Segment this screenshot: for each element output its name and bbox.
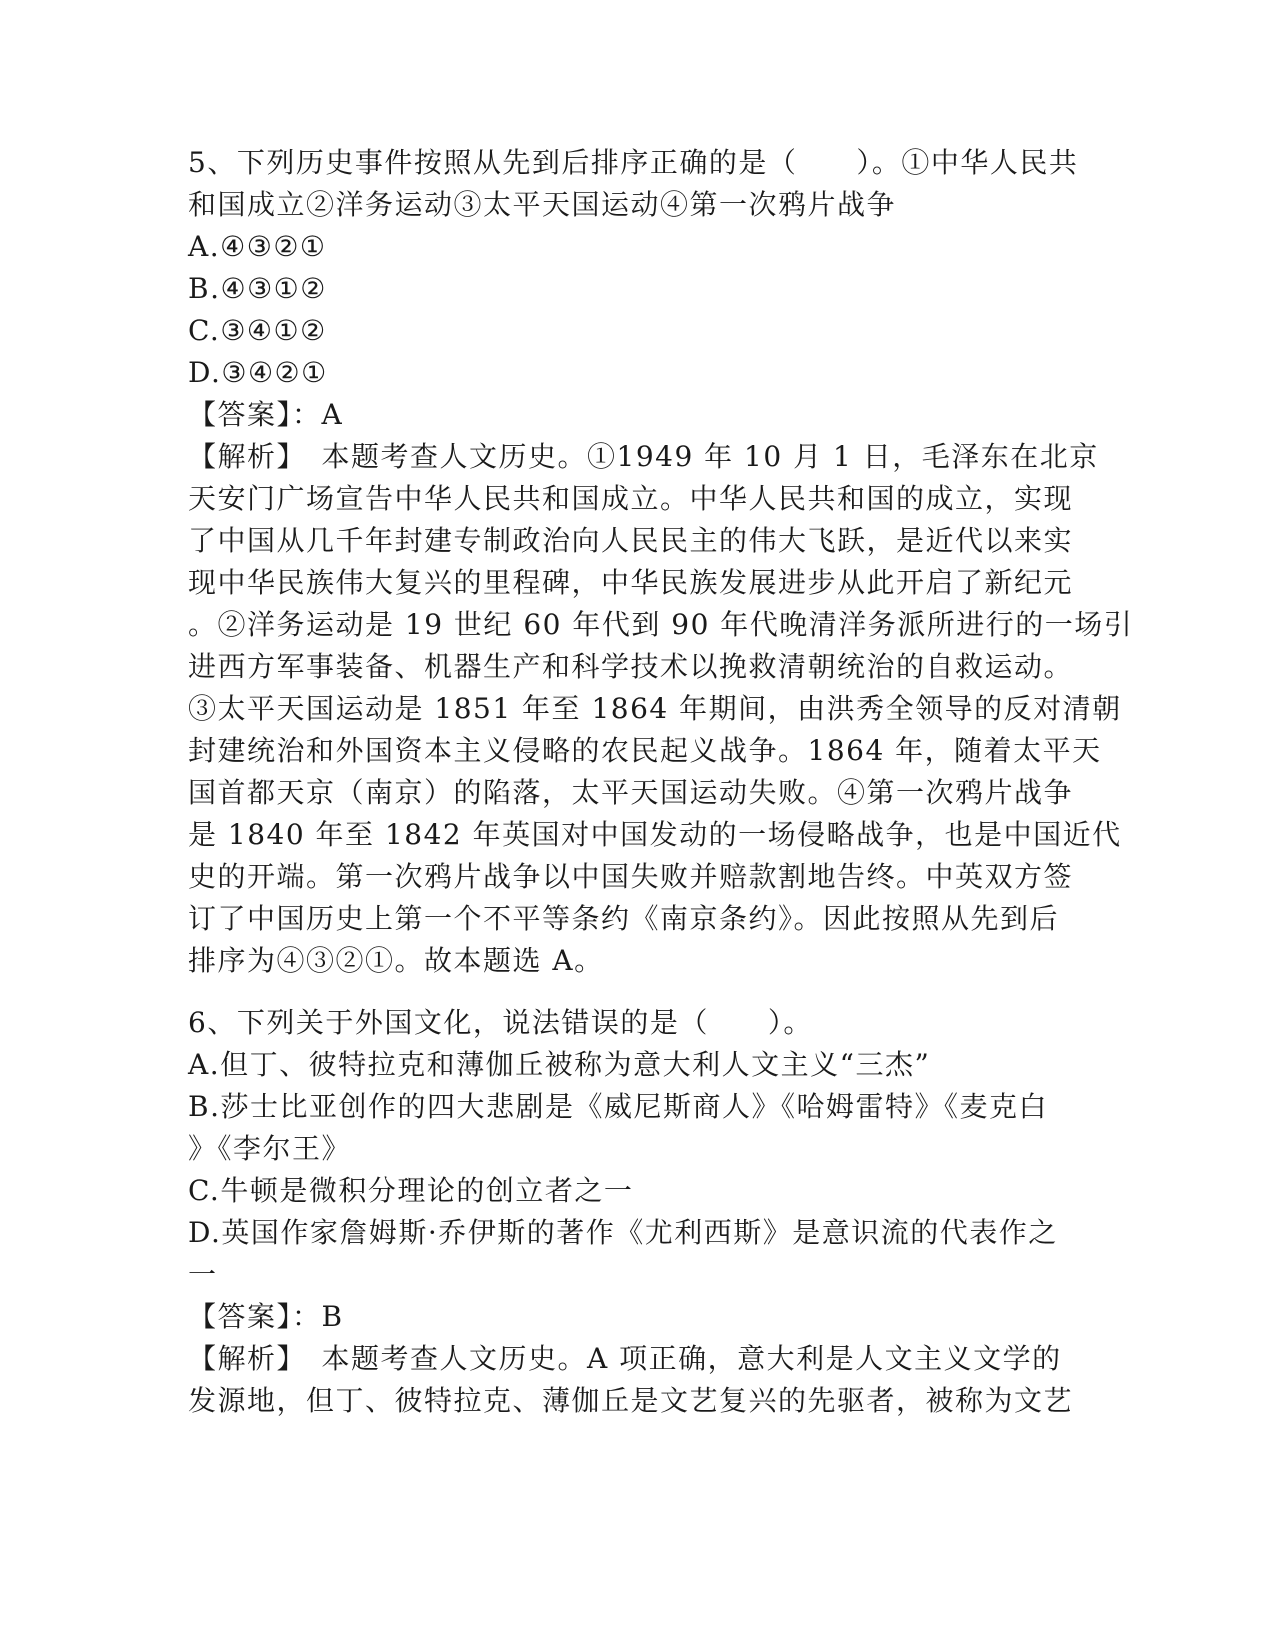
question-5-option-c: C.③④①② [188, 314, 327, 347]
question-6-option-b-line-2: 》《李尔王》 [188, 1132, 352, 1165]
question-5-option-a: A.④③②① [188, 230, 327, 263]
analysis-line: ③太平天国运动是 1851 年至 1864 年期间，由洪秀全领导的反对清朝 [188, 692, 1122, 725]
question-6-option-d-line-1: D.英国作家詹姆斯·乔伊斯的著作《尤利西斯》是意识流的代表作之 [188, 1216, 1058, 1249]
question-6-analysis [188, 1338, 1078, 1422]
analysis-line: 排序为④③②①。故本题选 A。 [188, 944, 604, 977]
question-5-option-d: D.③④②① [188, 356, 328, 389]
analysis-line: 封建统治和外国资本主义侵略的农民起义战争。1864 年，随着太平天 [188, 734, 1102, 767]
question-6 [188, 1002, 1078, 1422]
analysis-line: 史的开端。第一次鸦片战争以中国失败并赔款割地告终。中英双方签 [188, 860, 1074, 893]
analysis-line: 【解析】 本题考查人文历史。A 项正确，意大利是人文主义文学的 [188, 1342, 1062, 1375]
analysis-line: 。②洋务运动是 19 世纪 60 年代到 90 年代晚清洋务派所进行的一场引 [188, 608, 1134, 641]
analysis-line: 了中国从几千年封建专制政治向人民民主的伟大飞跃，是近代以来实 [188, 524, 1074, 557]
question-5-answer: 【答案】：A [188, 398, 344, 431]
question-5-stem-line-1: 5、下列历史事件按照从先到后排序正确的是（ ）。①中华人民共 [188, 146, 1079, 179]
analysis-line: 订了中国历史上第一个不平等条约《南京条约》。因此按照从先到后 [188, 902, 1060, 935]
question-6-answer: 【答案】：B [188, 1300, 344, 1333]
question-6-option-a: A.但丁、彼特拉克和薄伽丘被称为意大利人文主义“三杰” [188, 1048, 931, 1081]
question-spacer [188, 982, 1078, 1002]
analysis-line: 天安门广场宣告中华人民共和国成立。中华人民共和国的成立，实现 [188, 482, 1074, 515]
question-5-analysis [188, 436, 1134, 982]
question-6-option-c: C.牛顿是微积分理论的创立者之一 [188, 1174, 634, 1207]
page-content [188, 142, 1134, 1422]
question-6-stem-line-1: 6、下列关于外国文化，说法错误的是（ ）。 [188, 1006, 813, 1039]
analysis-line: 是 1840 年至 1842 年英国对中国发动的一场侵略战争，也是中国近代 [188, 818, 1122, 851]
question-6-option-d-line-2: 一 [188, 1258, 218, 1291]
analysis-line: 现中华民族伟大复兴的里程碑，中华民族发展进步从此开启了新纪元 [188, 566, 1074, 599]
analysis-line: 发源地，但丁、彼特拉克、薄伽丘是文艺复兴的先驱者，被称为文艺 [188, 1384, 1074, 1417]
question-5-stem-line-2: 和国成立②洋务运动③太平天国运动④第一次鸦片战争 [188, 188, 897, 221]
question-5-option-b: B.④③①② [188, 272, 327, 305]
question-5 [188, 142, 1134, 982]
analysis-line: 国首都天京（南京）的陷落，太平天国运动失败。④第一次鸦片战争 [188, 776, 1074, 809]
question-6-option-b-line-1: B.莎士比亚创作的四大悲剧是《威尼斯商人》《哈姆雷特》《麦克白 [188, 1090, 1048, 1123]
analysis-line: 【解析】 本题考查人文历史。①1949 年 10 月 1 日，毛泽东在北京 [188, 440, 1099, 473]
analysis-line: 进西方军事装备、机器生产和科学技术以挽救清朝统治的自救运动。 [188, 650, 1074, 683]
